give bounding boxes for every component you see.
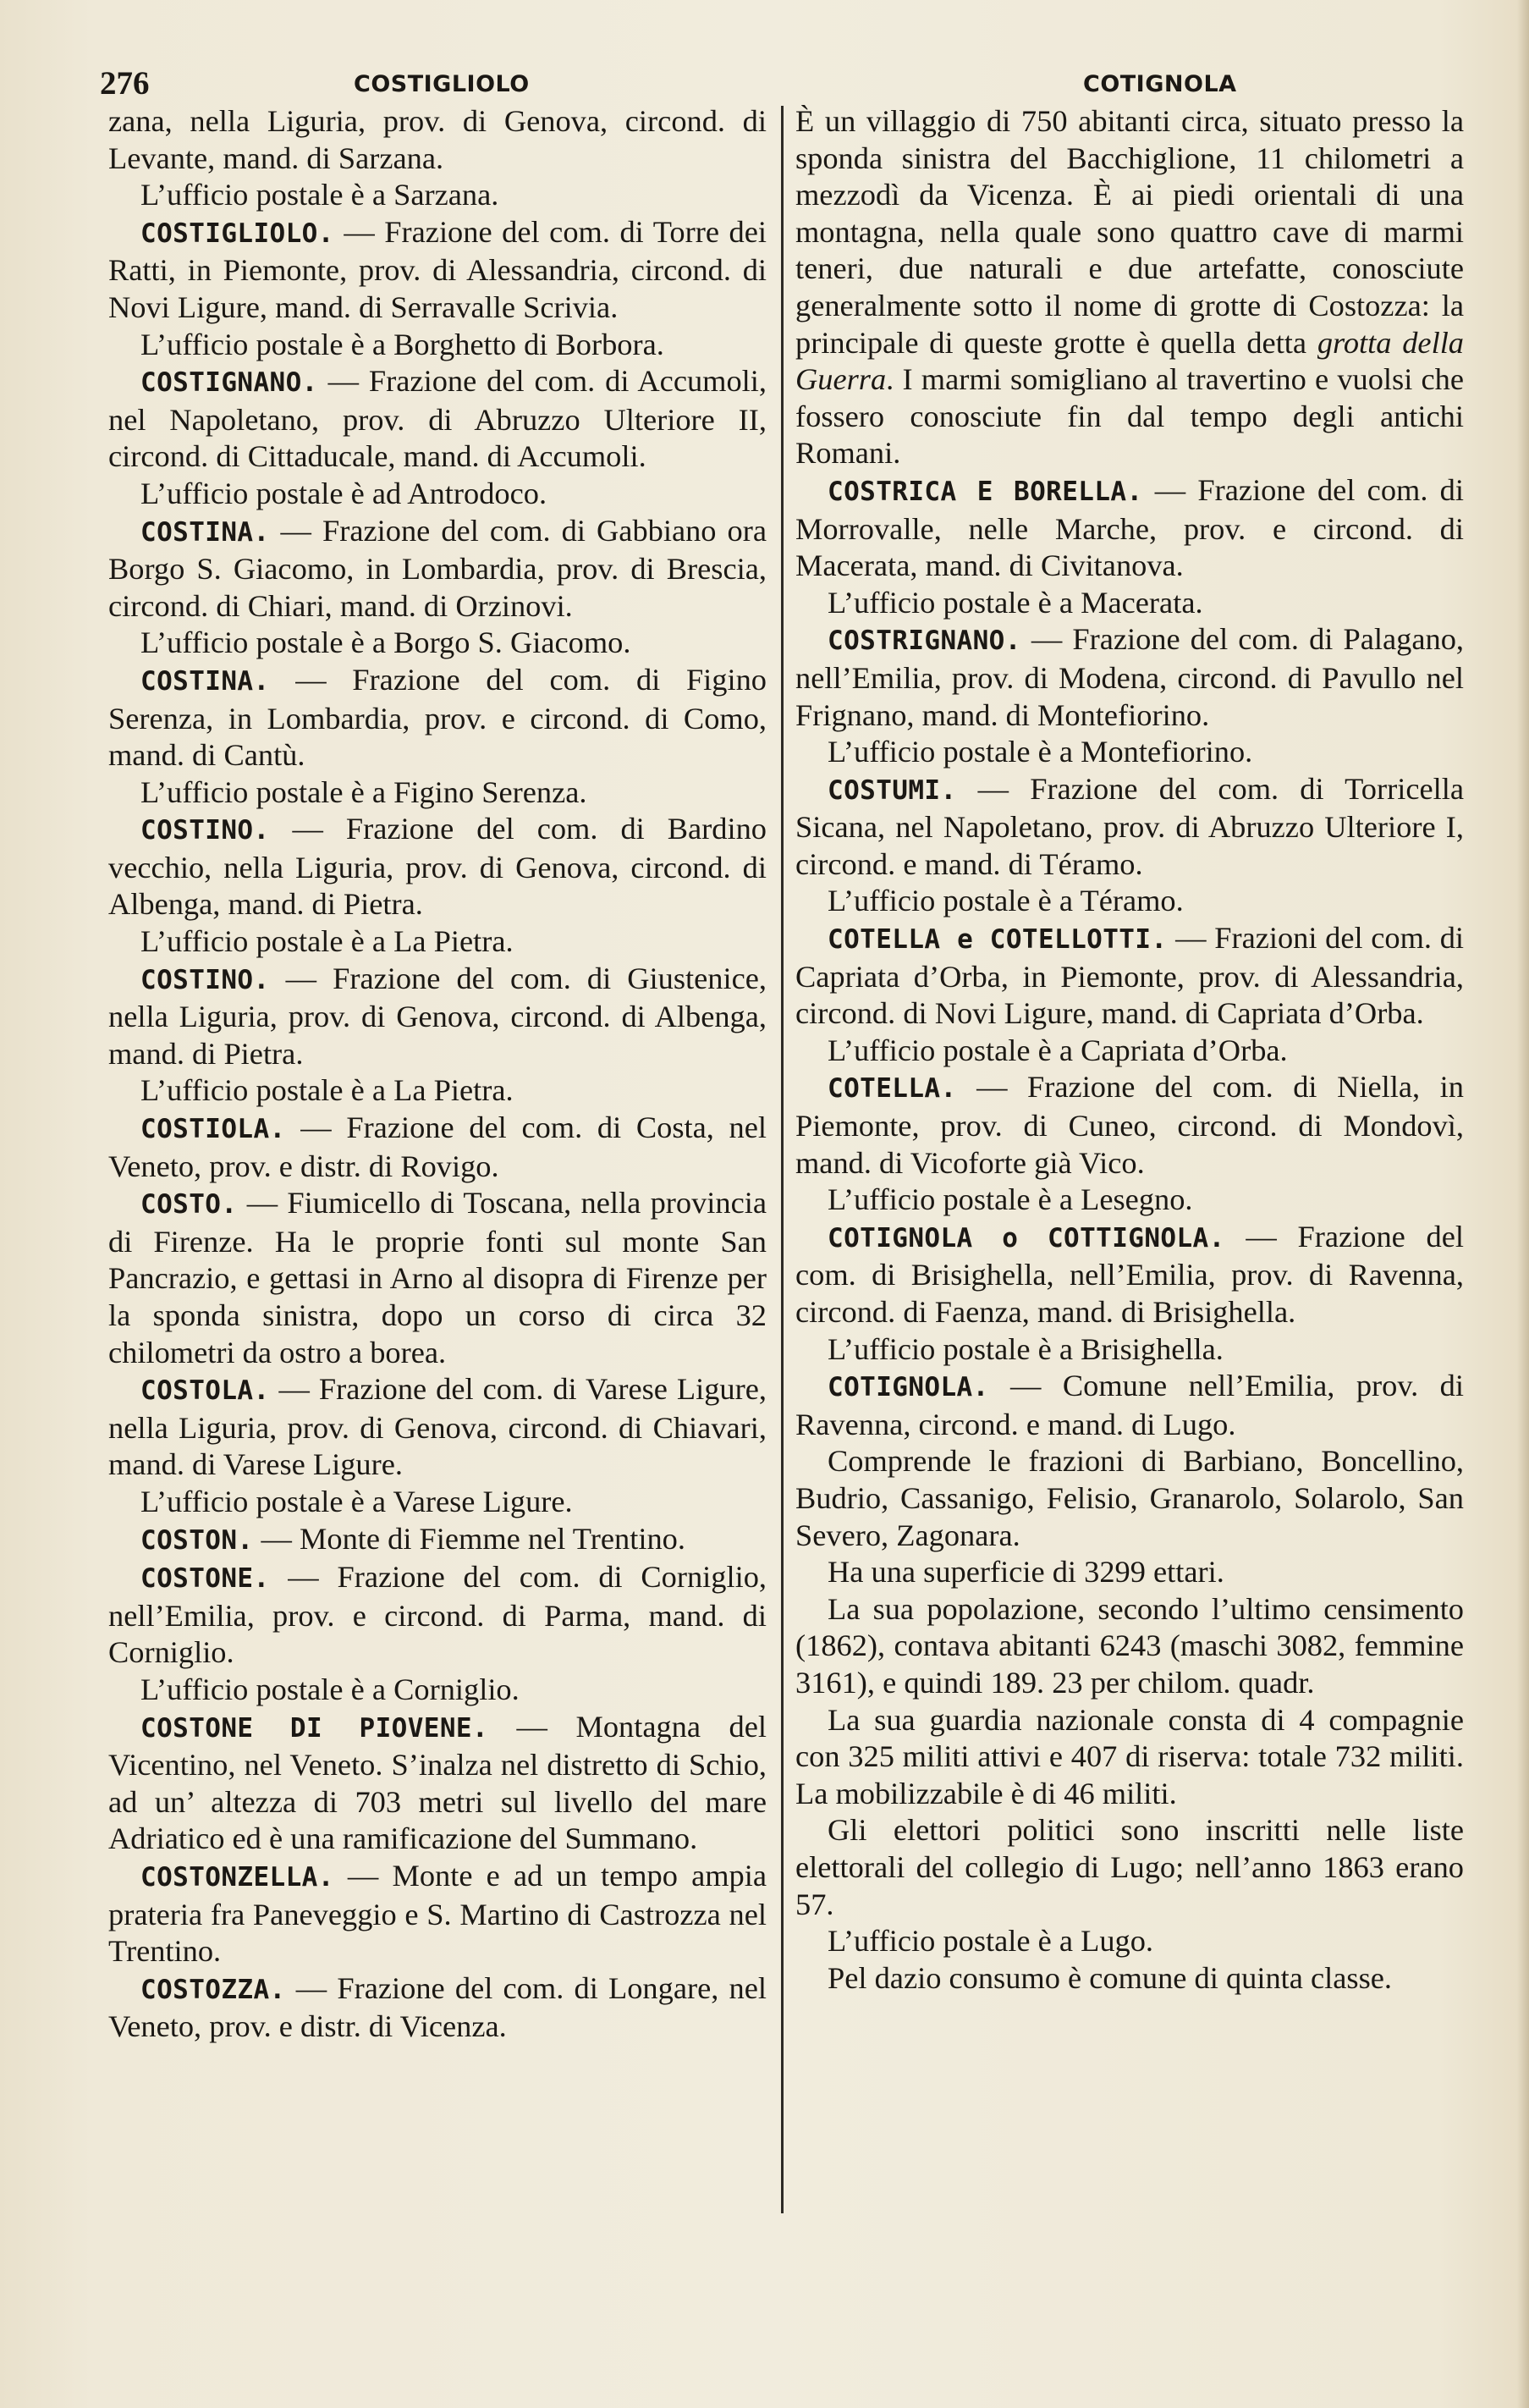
entry-text: L’ufficio postale è a Sarzana. <box>140 178 499 212</box>
entry-text: L’ufficio postale è a Figino Serenza. <box>140 774 587 809</box>
entry-headword: COSTOLA. <box>140 1375 270 1407</box>
entry-text: Comprende le frazioni di Barbiano, Boncellino, Budrio, Cassanigo, Felisio, Granarolo, Solarolo, San Severo, Zagonara. <box>795 1444 1464 1552</box>
entry-headword: COSTRIGNANO. <box>828 625 1021 657</box>
entry-paragraph <box>795 1960 1464 1997</box>
entry-text: Ha una superficie di 3299 ettari. <box>828 1555 1224 1590</box>
entry-text: — Frazione del com. di Niella, in Piemonte, prov. di Cuneo, circond. di Mondovì, mand. di Vicoforte già Vico. <box>795 1070 1464 1180</box>
entry-text: — Frazione del com. di Palagano, nell’Emilia, prov. di Modena, circond. di Pavullo nel Frignano, mand. di Montefiorino. <box>795 622 1464 732</box>
entry-headword: COSTINO. <box>140 964 270 995</box>
entry-text: — Frazione del com. di Costa, nel Veneto, prov. e distr. di Rovigo. <box>108 1110 767 1183</box>
entry-headword: COSTONE. <box>140 1563 270 1595</box>
entry-text: — Fiumicello di Toscana, nella provincia di Firenze. Ha le proprie fonti sul monte San Pancrazio, e gettasi in Arno al disopra di Firenze per la sponda sinistra, dopo un corso di circa 32 chilometri da ostro a borea. <box>108 1186 767 1369</box>
entry-paragraph <box>795 1812 1464 1923</box>
entry-headword: COTIGNOLA o COTTIGNOLA. <box>828 1222 1225 1254</box>
entry-paragraph <box>795 1554 1464 1591</box>
entry-text: — Frazione del com. di Varese Ligure, nella Liguria, prov. di Genova, circond. di Chiavari, mand. di Varese Ligure. <box>108 1372 767 1482</box>
entry-paragraph <box>795 734 1464 771</box>
entry-text: — Frazione del com. di Morrovalle, nelle Marche, prov. e circond. di Macerata, mand. di Civitanova. <box>795 472 1464 583</box>
entry-paragraph <box>795 103 1464 472</box>
entry-text: — Frazioni del com. di Capriata d’Orba, in Piemonte, prov. di Alessandria, circond. di Novi Ligure, mand. di Capriata d’Orba. <box>795 921 1464 1031</box>
page-number: 276 <box>100 65 150 102</box>
entry-paragraph <box>795 1182 1464 1219</box>
entry-headword: COSTIOLA. <box>140 1114 286 1145</box>
entry-headword: COTIGNOLA. <box>828 1372 989 1403</box>
entry-text: È un villaggio di 750 abitanti circa, situato presso la sponda sinistra del Bacchiglione, 11 chilometri a mezzodì da Vicenza. È ai piedi orientali di una montagna, nella quale sono quattro cave di marmi teneri, due naturali e due artefatte, conosciute generalmente sotto il nome di grotte di Costozza: la principale di queste grotte è quella detta <box>795 104 1464 360</box>
running-head-right: COTIGNOLA <box>1083 71 1237 97</box>
entry-headword: COSTONZELLA. <box>140 1861 334 1893</box>
entry-paragraph <box>108 1072 767 1110</box>
entry-headword: COSTINA. <box>140 516 270 548</box>
dictionary-entry <box>795 771 1464 884</box>
dictionary-entry <box>108 214 767 327</box>
entry-text: — Comune nell’Emilia, prov. di Ravenna, circond. e mand. di Lugo. <box>795 1369 1464 1441</box>
dictionary-entry <box>108 1185 767 1371</box>
entry-text-tail: . I marmi somigliano al travertino e vuolsi che fossero conosciute fin dal tempo degli antichi Romani. <box>795 362 1464 471</box>
entry-paragraph <box>795 1443 1464 1554</box>
running-head-left: COSTIGLIOLO <box>354 71 530 97</box>
dictionary-entry <box>108 363 767 476</box>
entry-headword: COSTON. <box>140 1524 254 1556</box>
dictionary-entry <box>108 662 767 774</box>
dictionary-entry <box>108 1521 767 1560</box>
entry-paragraph <box>108 774 767 812</box>
dictionary-entry <box>795 621 1464 734</box>
dictionary-entry <box>108 1110 767 1185</box>
entry-text: Gli elettori politici sono inscritti nelle liste elettorali del collegio di Lugo; nell’anno 1863 erano 57. <box>795 1813 1464 1921</box>
entry-text: L’ufficio postale è a Lugo. <box>828 1924 1154 1959</box>
entry-text: Pel dazio consumo è comune di quinta classe. <box>828 1960 1392 1995</box>
entry-headword: COSTIGLIOLO. <box>140 218 334 249</box>
entry-paragraph <box>795 1591 1464 1702</box>
entry-paragraph <box>795 883 1464 920</box>
entry-text: — Monte e ad un tempo ampia prateria fra Paneveggio e S. Martino di Castrozza nel Trentino. <box>108 1858 767 1969</box>
entry-text: L’ufficio postale è a La Pietra. <box>140 1073 514 1108</box>
dictionary-entry <box>795 1368 1464 1443</box>
entry-paragraph <box>108 476 767 513</box>
entry-paragraph <box>108 177 767 214</box>
entry-headword: COSTINA. <box>140 665 270 697</box>
entry-text: L’ufficio postale è a Brisighella. <box>828 1331 1224 1366</box>
left-column <box>108 103 767 2046</box>
dictionary-entry <box>795 920 1464 1033</box>
entry-italic-term: grotta della Guerra <box>795 325 1464 397</box>
dictionary-entry <box>108 513 767 625</box>
entry-text: L’ufficio postale è a Capriata d’Orba. <box>828 1033 1288 1067</box>
dictionary-entry <box>795 1219 1464 1331</box>
entry-headword: COSTO. <box>140 1189 238 1221</box>
entry-paragraph <box>795 1331 1464 1369</box>
entry-paragraph <box>108 923 767 961</box>
entry-paragraph <box>108 1484 767 1521</box>
entry-text: L’ufficio postale è a Corniglio. <box>140 1672 520 1706</box>
entry-paragraph <box>108 625 767 662</box>
dictionary-entry <box>795 472 1464 585</box>
entry-text: La sua guardia nazionale consta di 4 compagnie con 325 militi attivi e 407 di riserva: totale 732 militi. La mobilizzabile è di 46 militi. <box>795 1702 1464 1810</box>
entry-headword: COSTINO. <box>140 815 270 846</box>
entry-paragraph <box>795 1033 1464 1070</box>
entry-headword: COSTIGNANO. <box>140 367 318 399</box>
entry-headword: COSTUMI. <box>828 774 957 806</box>
entry-text: — Montagna del Vicentino, nel Veneto. S’inalza nel distretto di Schio, ad un’ altezza di 703 metri sul livello del mare Adriatico ed è una ramificazione del Summano. <box>108 1709 767 1856</box>
entry-text: L’ufficio postale è a Macerata. <box>828 585 1203 620</box>
entry-headword: COTELLA e COTELLOTTI. <box>828 924 1168 956</box>
entry-text: L’ufficio postale è ad Antrodoco. <box>140 476 547 510</box>
dictionary-entry <box>108 961 767 1073</box>
dictionary-entry <box>108 1970 767 2046</box>
entry-text: L’ufficio postale è a Montefiorino. <box>828 735 1253 769</box>
entry-text: — Frazione del com. di Bardino vecchio, nella Liguria, prov. di Genova, circond. di Albenga, mand. di Pietra. <box>108 812 767 922</box>
entry-text: — Frazione del com. di Figino Serenza, in Lombardia, prov. e circond. di Como, mand. di Cantù. <box>108 662 767 773</box>
right-column <box>795 103 1464 1997</box>
page-edge-shadow <box>1517 0 1529 2408</box>
entry-paragraph <box>108 1672 767 1709</box>
entry-headword: COSTRICA E BORELLA. <box>828 476 1143 507</box>
entry-headword: COSTOZZA. <box>140 1974 286 2005</box>
entry-text: — Monte di Fiemme nel Trentino. <box>253 1521 685 1556</box>
dictionary-entry <box>108 1709 767 1858</box>
dictionary-entry <box>108 1559 767 1672</box>
entry-text: — Frazione del com. di Giustenice, nella Liguria, prov. di Genova, circond. di Albenga, mand. di Pietra. <box>108 961 767 1071</box>
entry-text: L’ufficio postale è a Borghetto di Borbora. <box>140 327 664 361</box>
entry-paragraph <box>795 1702 1464 1813</box>
entry-text: La sua popolazione, secondo l’ultimo censimento (1862), contava abitanti 6243 (maschi 3082, femmine 3161), e quindi 189. 23 per chilom. quadr. <box>795 1591 1464 1700</box>
entry-text: — Frazione del com. di Gabbiano ora Borgo S. Giacomo, in Lombardia, prov. di Brescia, circond. di Chiari, mand. di Orzinovi. <box>108 513 767 623</box>
dictionary-entry <box>795 1069 1464 1182</box>
entry-text: — Frazione del com. di Brisighella, nell’Emilia, prov. di Ravenna, circond. di Faenza, mand. di Brisighella. <box>795 1219 1464 1329</box>
entry-text: — Frazione del com. di Corniglio, nell’Emilia, prov. e circond. di Parma, mand. di Corniglio. <box>108 1560 767 1670</box>
entry-text: — Frazione del com. di Accumoli, nel Napoletano, prov. di Abruzzo Ulteriore II, circond. di Cittaducale, mand. di Accumoli. <box>108 364 767 474</box>
column-divider <box>781 106 784 2213</box>
entry-text: L’ufficio postale è a Lesegno. <box>828 1182 1193 1217</box>
dictionary-entry <box>108 1858 767 1970</box>
entry-headword: COTELLA. <box>828 1073 957 1105</box>
entry-text: L’ufficio postale è a Borgo S. Giacomo. <box>140 625 631 660</box>
entry-text: — Frazione del com. di Torricella Sicana, nel Napoletano, prov. di Abruzzo Ulteriore I, circond. e mand. di Téramo. <box>795 771 1464 881</box>
entry-paragraph <box>795 1923 1464 1960</box>
entry-paragraph <box>108 103 767 177</box>
dictionary-entry <box>108 811 767 923</box>
dictionary-entry <box>108 1371 767 1484</box>
entry-headword: COSTONE DI PIOVENE. <box>140 1712 489 1744</box>
entry-text: — Frazione del com. di Torre dei Ratti, in Piemonte, prov. di Alessandria, circond. di Novi Ligure, mand. di Serravalle Scrivia. <box>108 214 767 324</box>
entry-text: L’ufficio postale è a La Pietra. <box>140 924 514 959</box>
entry-text: L’ufficio postale è a Varese Ligure. <box>140 1484 573 1518</box>
entry-paragraph <box>108 327 767 364</box>
entry-text: L’ufficio postale è a Téramo. <box>828 884 1184 918</box>
entry-text: — Frazione del com. di Longare, nel Veneto, prov. e distr. di Vicenza. <box>108 1970 767 2044</box>
entry-text: zana, nella Liguria, prov. di Genova, circond. di Levante, mand. di Sarzana. <box>108 104 767 175</box>
entry-paragraph <box>795 585 1464 622</box>
